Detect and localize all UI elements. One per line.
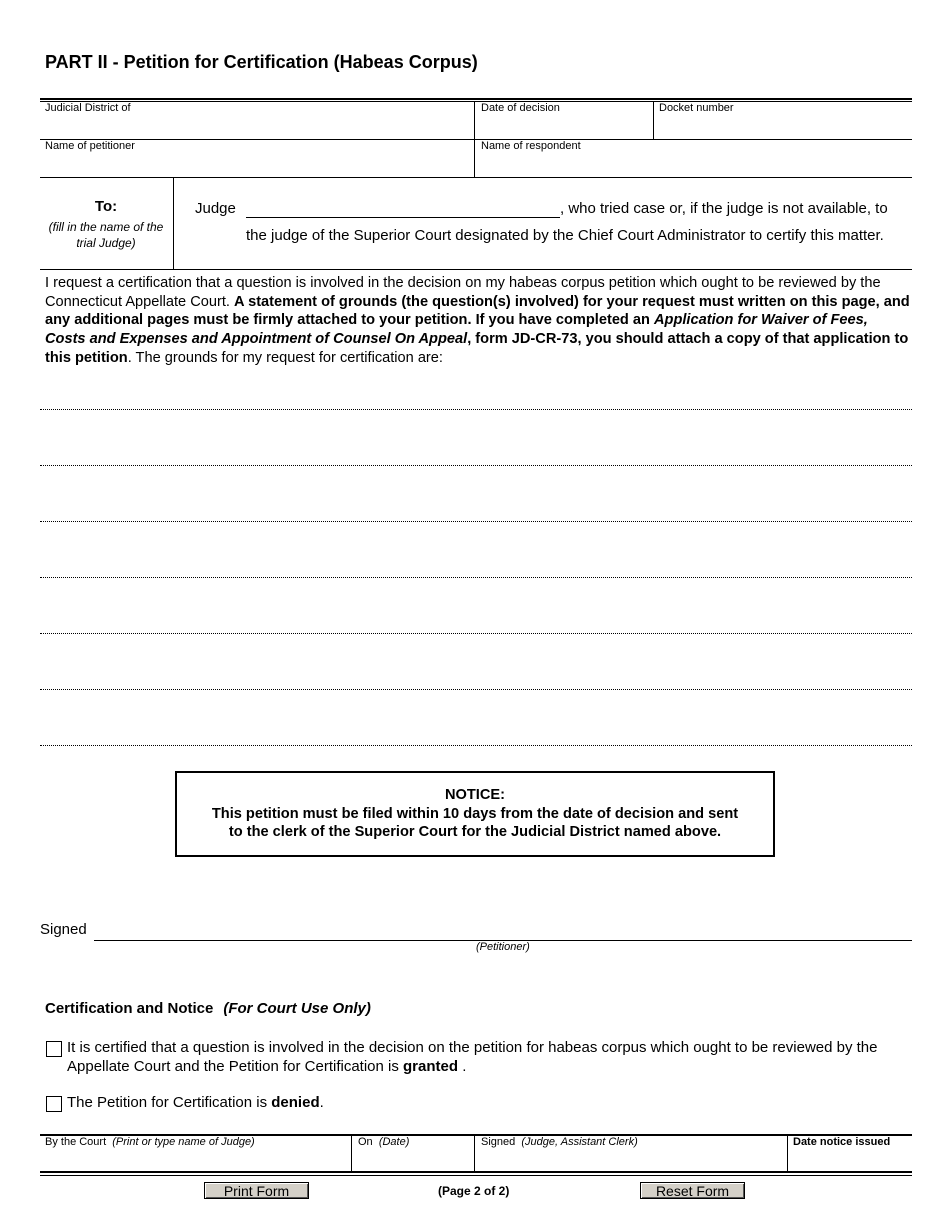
judge-label: Judge [195,200,236,217]
header-bottom-rule [40,177,912,178]
request-text-2: A statement of grounds (the question(s) involved) for your request must written on this page, and any additional pages must be firmly attached to your petition. If you have completed an [45,293,910,329]
granted-end: . [458,1058,467,1075]
footer-divider-3 [787,1136,788,1172]
print-form-button[interactable]: Print Form [204,1182,309,1199]
on-note: (Date) [378,1136,410,1148]
on-date-input[interactable] [358,1151,472,1170]
request-text-1: I request a certification that a question is involved in the decision on my habeas corpus petition which ought to be reviewed by the Connecticut Appellate Court. [45,275,881,310]
notice-box [175,771,775,857]
denied-text-a: The Petition for Certification is [67,1094,272,1111]
grounds-line [40,745,912,746]
reset-form-button[interactable]: Reset Form [640,1182,745,1199]
signed-by-label [481,1136,638,1148]
to-label-block [40,198,172,251]
granted-line-1: It is certified that a question is involved in the decision on the petition for habeas corpus which ought to be reviewed by the [67,1039,878,1056]
denied-word: denied [271,1094,320,1111]
header-top-rule-thin [40,101,912,102]
petitioner-name-label: Name of petitioner [45,140,135,152]
judicial-district-input[interactable] [45,117,469,137]
to-label: To: [94,198,118,215]
request-text-3: Application for Waiver of Fees, Costs and Expenses and Appointment of Counsel On Appeal [45,312,868,348]
judge-print-name-input[interactable] [45,1151,349,1170]
judge-name-input[interactable] [246,199,563,219]
header-divider-1 [474,101,475,178]
page-number: (Page 2 of 2) [438,1184,510,1198]
certification-title: Certification and Notice [45,1000,214,1017]
grounds-line [40,633,912,634]
granted-text [67,1038,917,1076]
notice-line-1: This petition must be filed within 10 days from the date of decision and sent [211,805,739,822]
date-of-decision-label: Date of decision [481,102,560,114]
on-text: On [358,1136,373,1148]
to-divider [173,178,174,269]
grounds-line [40,577,912,578]
request-text-4: , form JD-CR-73, you should attach a copy of that application to this petition [45,331,909,366]
respondent-name-input[interactable] [481,155,910,175]
request-text-5: . The grounds for my request for certification are: [127,349,443,366]
footer-bottom-rule-thin [40,1175,912,1176]
judge-name-underline [246,217,560,218]
grounds-line [40,409,912,410]
request-paragraph [45,274,910,368]
date-notice-issued-input[interactable] [793,1151,911,1170]
by-the-court-text: By the Court [45,1136,107,1148]
signed-label: Signed [40,921,87,938]
footer-divider-2 [474,1136,475,1172]
signed-by-input[interactable] [481,1151,785,1170]
certification-note: (For Court Use Only) [223,1000,371,1017]
footer-bottom-rule [40,1171,912,1173]
on-date-label [358,1136,409,1148]
by-the-court-note: (Print or type name of Judge) [112,1136,255,1148]
judge-line2: the judge of the Superior Court designated by the Chief Court Administrator to certify this matter. [246,227,884,244]
notice-heading: NOTICE: [445,787,505,803]
respondent-name-label: Name of respondent [481,140,581,152]
petitioner-sublabel: (Petitioner) [476,941,530,953]
certification-heading [45,1000,371,1017]
docket-number-input[interactable] [659,117,911,137]
header-divider-2 [653,101,654,139]
denied-end: . [319,1094,324,1111]
footer-divider-1 [351,1136,352,1172]
header-mid-rule [40,139,912,140]
petitioner-name-input[interactable] [45,155,469,175]
granted-word: granted [403,1058,459,1075]
to-hint: (fill in the name of the trial Judge) [48,220,164,250]
page-title: PART II - Petition for Certification (Habeas Corpus) [45,52,478,72]
docket-number-label: Docket number [659,102,734,114]
petitioner-signature-input[interactable] [96,921,912,941]
signed-text: Signed [481,1136,516,1148]
denied-checkbox[interactable] [46,1096,62,1112]
date-of-decision-input[interactable] [481,117,650,137]
notice-line-2: to the clerk of the Superior Court for the Judicial District named above. [228,824,722,840]
judicial-district-label: Judicial District of [45,102,131,114]
denied-text [67,1093,324,1112]
signed-note: (Judge, Assistant Clerk) [521,1136,638,1148]
judge-line1-suffix: , who tried case or, if the judge is not available, to [560,200,888,217]
granted-checkbox[interactable] [46,1041,62,1057]
header-top-rule [40,98,912,100]
date-notice-issued-label: Date notice issued [793,1136,891,1148]
grounds-line [40,465,912,466]
to-bottom-rule [40,269,912,270]
by-the-court-label [45,1136,255,1148]
granted-line-2: Appellate Court and the Petition for Certification is [67,1058,404,1075]
grounds-line [40,689,912,690]
grounds-line [40,521,912,522]
